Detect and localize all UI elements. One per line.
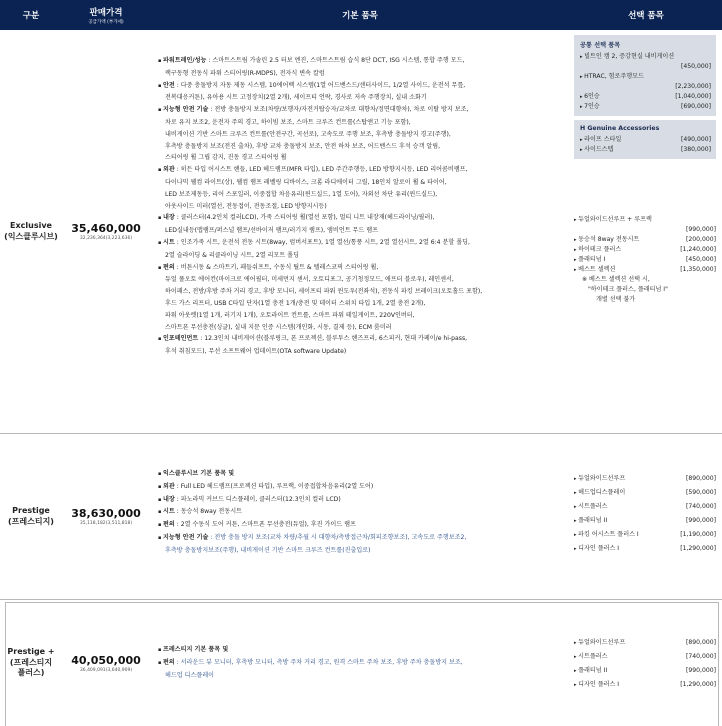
- trim-name: Prestige + (프레스티지 플러스): [7, 646, 55, 678]
- feature-line: LED실내등(맵램프/퍼스널 램프/선바이저 램프/러기지 램프), 앰비언트 무드 램프: [165, 227, 379, 235]
- option-item: ▸ 플래티넘 I [450,000]: [574, 255, 716, 265]
- trim-row-exclusive: [0, 30, 722, 434]
- option-item: ▸ 파킹 어시스트 플러스 I [1,190,000]: [574, 530, 716, 540]
- option-item: ▸ 디자인 플러스 I [1,290,000]: [574, 680, 716, 690]
- option-item: ▸ 시트플러스 [740,000]: [574, 652, 716, 662]
- feature-line: 파워 아웃렛(1열 1개, 러기지 1개), 오토라이트 컨트롤, 스마트 파워 테일게이트, 220V인버터,: [165, 311, 415, 319]
- feature-line: 후드 가스 리프터, USB C타입 단자(1열 충전 1개/충전 및 데이터 스위치 타입 1개, 2열 충전 2개),: [165, 299, 426, 307]
- table-header: [0, 0, 722, 30]
- option-item: ▸ 헤드업디스플레이 [590,000]: [574, 488, 716, 498]
- option-item: ▸ 하이테크 플러스 [1,240,000]: [574, 245, 716, 255]
- option-item: ▸ 듀얼와이드선루프 + 루프랙: [574, 215, 716, 225]
- header-features: 기본 품목: [342, 11, 378, 21]
- option-price: [450,000]: [681, 63, 711, 70]
- option-item: ▸ 시트플러스 [740,000]: [574, 502, 716, 512]
- box-title: H Genuine Accessories: [580, 125, 660, 132]
- option-item: ▸ 사이드스텝 [380,000]: [580, 145, 711, 155]
- trim-options: [574, 215, 716, 305]
- option-item: ▸ 동승석 8way 전동시트 [200,000]: [574, 235, 716, 245]
- common-options-box: [574, 35, 716, 116]
- feature-line: 후석 취침모드), 무선 소프트웨어 업데이트(OTA software Update): [165, 348, 347, 356]
- feature-list: [158, 55, 563, 358]
- feature-line: 헤드업 디스플레이: [165, 671, 215, 679]
- feature-line: ▪ 편의 : 버튼시동 & 스마트키, 패들쉬프트, 수동식 틸트 & 텔레스코픽 스티어링 휠,: [158, 262, 563, 275]
- option-item: ▸ 플래티넘 II [990,000]: [574, 516, 716, 526]
- trim-name: Exclusive (익스클루시브): [4, 220, 58, 241]
- feature-line: ▪ 내장 : 클러스터(4.2인치 컬러LCD), 가죽 스티어링 휠(열선 포함), 멀티 니트 내장재(헤드라이닝/필러),: [158, 212, 563, 225]
- trim-options: [574, 474, 716, 554]
- option-price: [990,000]: [686, 226, 716, 233]
- box-title: 공통 선택 품목: [580, 42, 621, 49]
- feature-line: ▪ 외관 : 히든 타입 어시스트 핸들, LED 헤드램프(MFR 타입), LED 주간주행등, LED 방향지시등, LED 리어콤비램프,: [158, 164, 563, 177]
- feature-line: ▪ 편의 : 서라운드 뷰 모니터, 후측방 모니터, 측방 주차 거리 경고, 원격 스마트 주차 보조, 후방 주차 충돌방지 보조,: [158, 657, 563, 670]
- feature-line: ▪ 외관 : Full LED 헤드램프(프로젝션 타입), 루프랙, 이중접합차음유리(2열 도어): [158, 481, 563, 494]
- option-item: ▸ 플래티넘 II [990,000]: [574, 666, 716, 676]
- feature-line: LED 보조제동등, 리어 스포일러, 이중접합 차음유리(윈드실드, 1열 도어), 자외선 차단 유리(윈드실드),: [165, 190, 438, 198]
- feature-line: 2열 슬라이딩 & 리클라이닝 시트, 2열 리모트 폴딩: [165, 251, 299, 259]
- option-item: ▸ 듀얼와이드선루프 [890,000]: [574, 474, 716, 484]
- feature-line: 듀얼 풀오토 에어컨(마이크로 에어필터, 미세먼지 센서, 오토디포그, 공기청정모드, 애프터 블로우), 레인센서,: [165, 276, 454, 284]
- trim-name: Prestige (프레스티지): [8, 505, 54, 526]
- header-options: 선택 품목: [628, 11, 664, 21]
- feature-line: ▪ 안전 : 다중 충돌방지 자동 제동 시스템, 10에어백 시스템(1열 어드밴스드/센터사이드, 1/2열 사이드, 운전석 무릎,: [158, 80, 563, 93]
- feature-line: 스티어링 휠 그립 감지, 진동 경고 스티어링 휠: [165, 154, 287, 162]
- trim-row-prestige: [0, 434, 722, 600]
- option-item: ▸ 베스트 셀렉션 [1,350,000]: [574, 265, 716, 275]
- feature-line: ▪ 지능형 안전 기술 : 전방 충돌방지 보조(차량/보행자/자전거탑승자/교차로 대향차/정면대향차), 차로 이탈 방지 보조,: [158, 104, 563, 117]
- option-item: ▸ 듀얼와이드선루프 [890,000]: [574, 638, 716, 648]
- feature-line: ▪ 지능형 안전 기술 : 전방 충돌 방지 보조(교차 차량/추월 시 대향차/측방접근차/회피조향보조), 고속도로 주행보조2,: [158, 532, 563, 545]
- option-item: ▸ 라이프 스타일 [490,000]: [580, 135, 711, 145]
- feature-line: 차로 유지 보조2, 운전자 주의 경고, 하이빔 보조, 스마트 크루즈 컨트롤(스탑앤고 기능 포함),: [165, 118, 411, 126]
- accessories-box: [574, 120, 716, 159]
- option-item: ▸ 7인승 [690,000]: [580, 102, 711, 112]
- option-item: ▸ 디자인 플러스 I [1,290,000]: [574, 544, 716, 554]
- feature-line: 후측방 충돌방지 보조(전진 출차), 후방 교차 충돌방지 보조, 안전 하차 보조, 어드밴스드 후석 승객 알림,: [165, 142, 441, 150]
- feature-line: ▪ 파워트레인/성능 : 스마트스트림 가솔린 2.5 터보 엔진, 스마트스트림 습식 8단 DCT, ISG 시스템, 통합 주행 모드,: [158, 55, 563, 68]
- feature-line: ▪ 내장 : 파노라믹 커브드 디스플레이, 클러스터(12.3인치 컬러 LCD): [158, 494, 563, 507]
- trim-price: 40,050,000 36,409,091(3,640,909): [71, 653, 141, 673]
- feature-line: 다이나믹 웰컴 라이트(상), 웰컴 램프 레벨링 디바이스, 크롬 라디에이터 그릴, 18인치 알로이 휠 & 타이어,: [165, 178, 447, 186]
- feature-line: ▪ 시트 : 인조가죽 시트, 운전석 전동 시트(8way, 럼버서포트), 1열 열선/통풍 시트, 2열 열선시트, 2열 6:4 분할 폴딩,: [158, 237, 563, 250]
- trim-price: 38,630,000 35,118,182(3,511,818): [71, 507, 141, 526]
- feature-line: ▪ 익스클루시브 기본 품목 및: [158, 468, 563, 481]
- feature-list: [158, 468, 563, 557]
- feature-line: 스마트폰 무선충전(싱글), 실내 지문 인증 시스템(개인화, 시동, 결제 등), ECM 룸미러: [165, 323, 392, 331]
- feature-line: 하이패스, 전방/후방 주차 거리 경고, 후방 모니터, 세이프티 파워 윈도우(전좌석), 전동식 파킹 브레이크(오토홀드 포함),: [165, 288, 483, 296]
- header-price: 판매가격 공급가액 (부가세): [88, 7, 124, 25]
- option-item: ▸ 6인승 [1,040,000]: [580, 92, 711, 102]
- note-text: 개별 선택 불가: [596, 296, 636, 303]
- feature-line: ▪ 인포테인먼트 : 12.3인치 내비게이션(블루링크, 폰 프로젝션, 블루투스 핸즈프리, 6스피커, 현대 카페이/e hi-pass,: [158, 333, 563, 346]
- trim-price: 35,460,000 32,236,364(3,223,636): [71, 222, 141, 241]
- feature-line: ▪ 시트 : 동승석 8way 전동시트: [158, 506, 563, 519]
- feature-line: ▪ 프레스티지 기본 품목 및: [158, 644, 563, 657]
- feature-line: ▪ 편의 : 2열 수동식 도어 커튼, 스마트폰 무선충전(듀얼), 후진 가이드 램프: [158, 519, 563, 532]
- option-item: ▸ 빌트인 캠 2, 증강현실 내비게이션: [580, 52, 711, 62]
- note-text: ※ 베스트 셀렉션 선택 시,: [582, 276, 650, 283]
- header-trim: 구분: [22, 11, 40, 21]
- option-column: [574, 35, 716, 305]
- prestige-plus-frame: [5, 602, 719, 726]
- option-price: [2,230,000]: [675, 83, 711, 90]
- option-item: ▸ HTRAC, 험로주행모드: [580, 72, 711, 82]
- feature-line: 내비게이션 기반 스마트 크루즈 컨트롤(안전구간, 곡선로), 고속도로 주행 보조, 후측방 충돌방지 경고(주행),: [165, 130, 451, 138]
- feature-line: 전복대응커튼), 유아용 시트 고정장치(2열 2개), 세이프티 언락, 경사로 저속 주행장치, 실내 소화기: [165, 94, 427, 102]
- note-text: "하이테크 플러스, 플래티넘 I": [588, 286, 668, 293]
- feature-line: 랙구동형 전동식 파워 스티어링(R-MDPS), 전자식 변속 칼럼: [165, 69, 325, 77]
- feature-line: 후측방 충돌방지보조(주행), 내비게이션 기반 스마트 크루즈 컨트롤(진출입로): [165, 546, 371, 554]
- feature-line: 아웃사이드 미러(열선, 전동접이, 전동조절, LED 방향지시등): [165, 202, 327, 210]
